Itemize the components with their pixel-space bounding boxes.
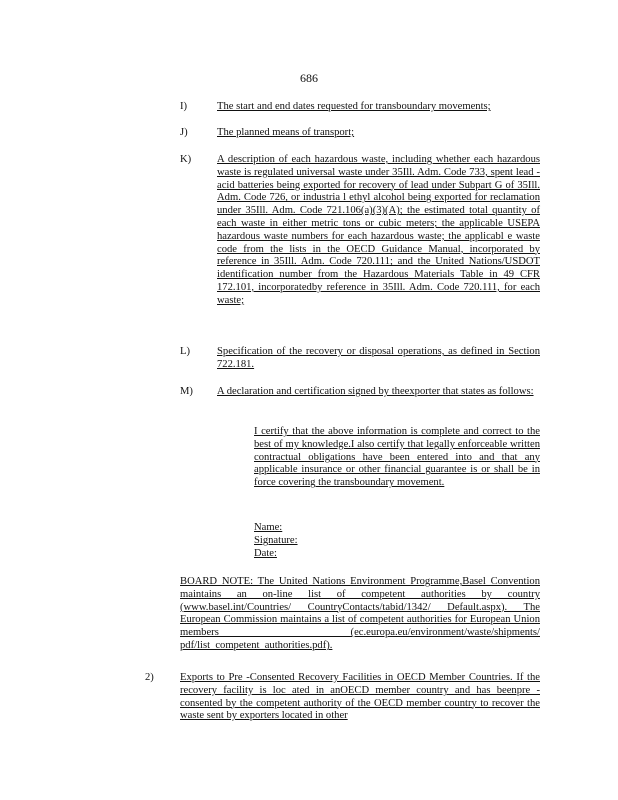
- signature-field-label: Signature:: [254, 534, 298, 546]
- item-text: A declaration and certification signed by theexporter that states as follows:: [217, 386, 534, 397]
- signature-block: [254, 522, 374, 560]
- list-item-l: [180, 346, 540, 372]
- board-note: BOARD NOTE: The United Nations Environment Programme,Basel Convention maintains an on-line list of competent authorities by country (www.basel.int/Countries/ CountryContacts/tabid/1342/ Default.aspx). The European Commission maintains a list of competent authorities for European Union members (ec.europa.eu/environment/waste/shipments/ pdf/list_competent_authorities.pdf).: [180, 576, 540, 651]
- page-number: 686: [300, 71, 318, 85]
- list-item-k: [180, 154, 540, 308]
- item-text: A description of each hazardous waste, including whether each hazardous waste is regulated universal waste under 35Ill. Adm. Code 733, spent lead -acid batteries being exported for recovery of lead under Subpart G of 35Ill. Adm. Code 726, or industria l ethyl alcohol being exported for reclamation under 35Ill. Adm. Code 721.106(a)(3)(A); the estimated total quantity of each waste in either metric tons or cubic meters; the applicable USEPA hazardous waste numbers for each hazardous waste; the applicabl e waste code from the lists in the OECD Guidance Manual, incorporated by reference in 35Ill. Adm. Code 720.111; and the United Nations/USDOT identification number from the Hazardous Materials Table in 49 CFR 172.101, incorporatedby reference in 35Ill. Adm. Code 720.111, for each waste;: [217, 154, 540, 306]
- name-field-label: Name:: [254, 522, 283, 533]
- list-item-i: [180, 101, 540, 114]
- list-item-j: [180, 127, 540, 140]
- list-item-2: [145, 672, 540, 723]
- item-label: K): [180, 154, 192, 165]
- item-label: M): [180, 386, 193, 397]
- item-label: J): [180, 127, 188, 138]
- item-text: Specification of the recovery or disposal operations, as defined in Section 722.181.: [217, 346, 540, 370]
- certification-statement: I certify that the above information is complete and correct to the best of my knowledge.I also certify that legally enforceable written contractual obligations have been entered into and that any applicable insurance or other financial guarantee is or shall be in force covering the transboundary movement.: [254, 426, 540, 489]
- item-label: I): [180, 101, 188, 112]
- item-text: [180, 672, 540, 723]
- item-label: L): [180, 346, 190, 357]
- item-text: The planned means of transport;: [217, 127, 355, 138]
- list-item-m: [180, 386, 540, 399]
- item-2-text: Exports to Pre -Consented Recovery Facilities in OECD Member Countries. If the recovery facility is loc ated in anOECD member country and has beenpre - consented by the competent authority of the OECD member country to recover the waste sent by exporters located in other: [180, 672, 540, 722]
- item-label: 2): [145, 672, 154, 683]
- date-field-label: Date:: [254, 547, 277, 559]
- item-text: The start and end dates requested for transboundary movements;: [217, 101, 491, 112]
